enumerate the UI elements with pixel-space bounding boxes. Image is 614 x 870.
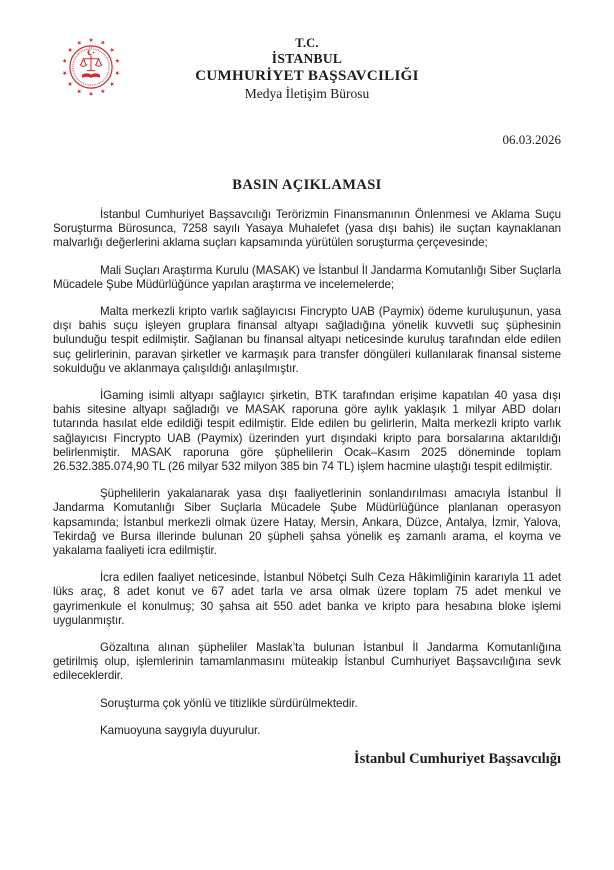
svg-text:★: ★ — [65, 45, 75, 55]
svg-text:★: ★ — [107, 79, 117, 89]
svg-text:★: ★ — [98, 38, 107, 48]
justice-ministry-emblem-icon — [58, 34, 124, 100]
svg-text:★: ★ — [61, 69, 70, 77]
paragraph-2: Mali Suçları Araştırma Kurulu (MASAK) ve İstanbul İl Jandarma Komutanlığı Siber Suçlarla Mücadele Şube Müdürlüğünce yapılan araştırma ve incelemelerde; — [53, 263, 561, 291]
org-line-city: İSTANBUL — [271, 51, 343, 66]
svg-text:★: ★ — [88, 36, 94, 44]
signature: İstanbul Cumhuriyet Başsavcılığı — [353, 751, 561, 768]
document-date: 06.03.2026 — [502, 132, 561, 147]
org-line-tc: T.C. — [295, 36, 319, 50]
org-line-name: CUMHURİYET BAŞSAVCILIĞI — [195, 68, 419, 84]
date-row — [0, 133, 614, 147]
paragraph-4: İGaming isimli altyapı sağlayıcı şirketin, BTK tarafından erişime kapatılan 40 yasa dışı bahis sitesine altyapı sağladığı ve MASAK raporuna göre aylık yaklaşık 1 milyar ABD doları tutarında hasılat elde edildiği tespit edilmiştir. Elde edilen bu gelirlerin, Malta merkezli kripto varlık sağlayıcısı Fincrypto UAB (Paymix) üzerinden yurt dışındaki kripto para borsalarına aktarıldığı belirlenmiştir. MASAK raporuna göre şüphelilerin Ocak–Kasım 2025 döneminde toplam 26.532.385.074,90 TL (26 milyar 532 milyon 385 bin 74 TL) işlem hacmine ulaştığı tespit edilmiştir. — [53, 389, 561, 474]
svg-text:★: ★ — [107, 45, 117, 55]
document-title: BASIN AÇIKLAMASI — [232, 177, 382, 193]
svg-text:★: ★ — [65, 79, 75, 89]
emblem-top-label: T.C. — [88, 45, 94, 50]
paragraph-8: Soruşturma çok yönlü ve titizlikle sürdürülmektedir. — [100, 696, 358, 710]
svg-text:★: ★ — [88, 90, 94, 98]
svg-text:★: ★ — [98, 86, 107, 96]
svg-text:★: ★ — [75, 38, 84, 48]
org-line-dept: Medya İletişim Bürosu — [244, 86, 370, 101]
paragraph-5: Şüphelilerin yakalanarak yasa dışı faaliyetlerinin sonlandırılması amacıyla İstanbul İl Jandarma Komutanlığı Siber Suçlarla Mücadele Şube Müdürlüğünce planlanan operasyon kapsamında; İstanbul merkezli olmak üzere Hatay, Mersin, Ankara, Düzce, Antalya, İzmir, Yalova, Tekirdağ ve Bursa illerinde bulunan 20 şüpheli şahsa yönelik eş zamanlı arama, el koyma ve yakalama faaliyeti icra edilmiştir. — [53, 487, 561, 558]
svg-text:★: ★ — [112, 57, 121, 65]
document-body — [53, 208, 561, 768]
svg-text:★: ★ — [61, 57, 70, 65]
letterhead — [0, 0, 614, 102]
svg-text:★: ★ — [112, 69, 121, 77]
paragraph-1: İstanbul Cumhuriyet Başsavcılığı Terörizmin Finansmanının Önlenmesi ve Aklama Suçu Soruşturma Bürosunca, 7258 sayılı Yasaya Muhalefet (yasa dışı bahis) ile suçtan kaynaklanan malvarlığı değerlerini aklama suçları kapsamında yürütülen soruşturma çerçevesinde; — [53, 208, 561, 250]
paragraph-9: Kamuoyuna saygıyla duyurulur. — [100, 723, 261, 737]
paragraph-3: Malta merkezli kripto varlık sağlayıcısı Fincrypto UAB (Paymix) ödeme kuruluşunun, yasa dışı bahis suçu işleyen gruplara finansal altyapı sağladığına yönelik kuvvetli suç şüphesinin bulunduğu tespit edilmiştir. Sağlanan bu finansal altyapı neticesinde kuruluş tarafından elde edilen suç gelirlerinin, paravan şirketler ve karmaşık para transfer döngüleri kullanılarak finansal sisteme sokulduğu ve aklanmaya çalışıldığı anlaşılmıştır. — [53, 305, 561, 375]
paragraph-7: Gözaltına alınan şüpheliler Maslak’ta bulunan İstanbul İl Jandarma Komutanlığına getirilmiş olup, işlemlerinin tamamlanmasını müteakip İstanbul Cumhuriyet Başsavcılığına sevk edileceklerdir. — [53, 641, 561, 683]
svg-text:★: ★ — [75, 86, 84, 96]
paragraph-6: İcra edilen faaliyet neticesinde, İstanbul Nöbetçi Sulh Ceza Hâkimliğinin kararıyla 11 adet lüks araç, 8 adet konut ve 67 adet tarla ve arsa olmak üzere toplam 75 adet menkul ve gayrimenkule el konulmuş; 30 şahsa ait 550 adet banka ve kripto para hesabına bloke işlemi uygulanmıştır. — [53, 571, 561, 627]
